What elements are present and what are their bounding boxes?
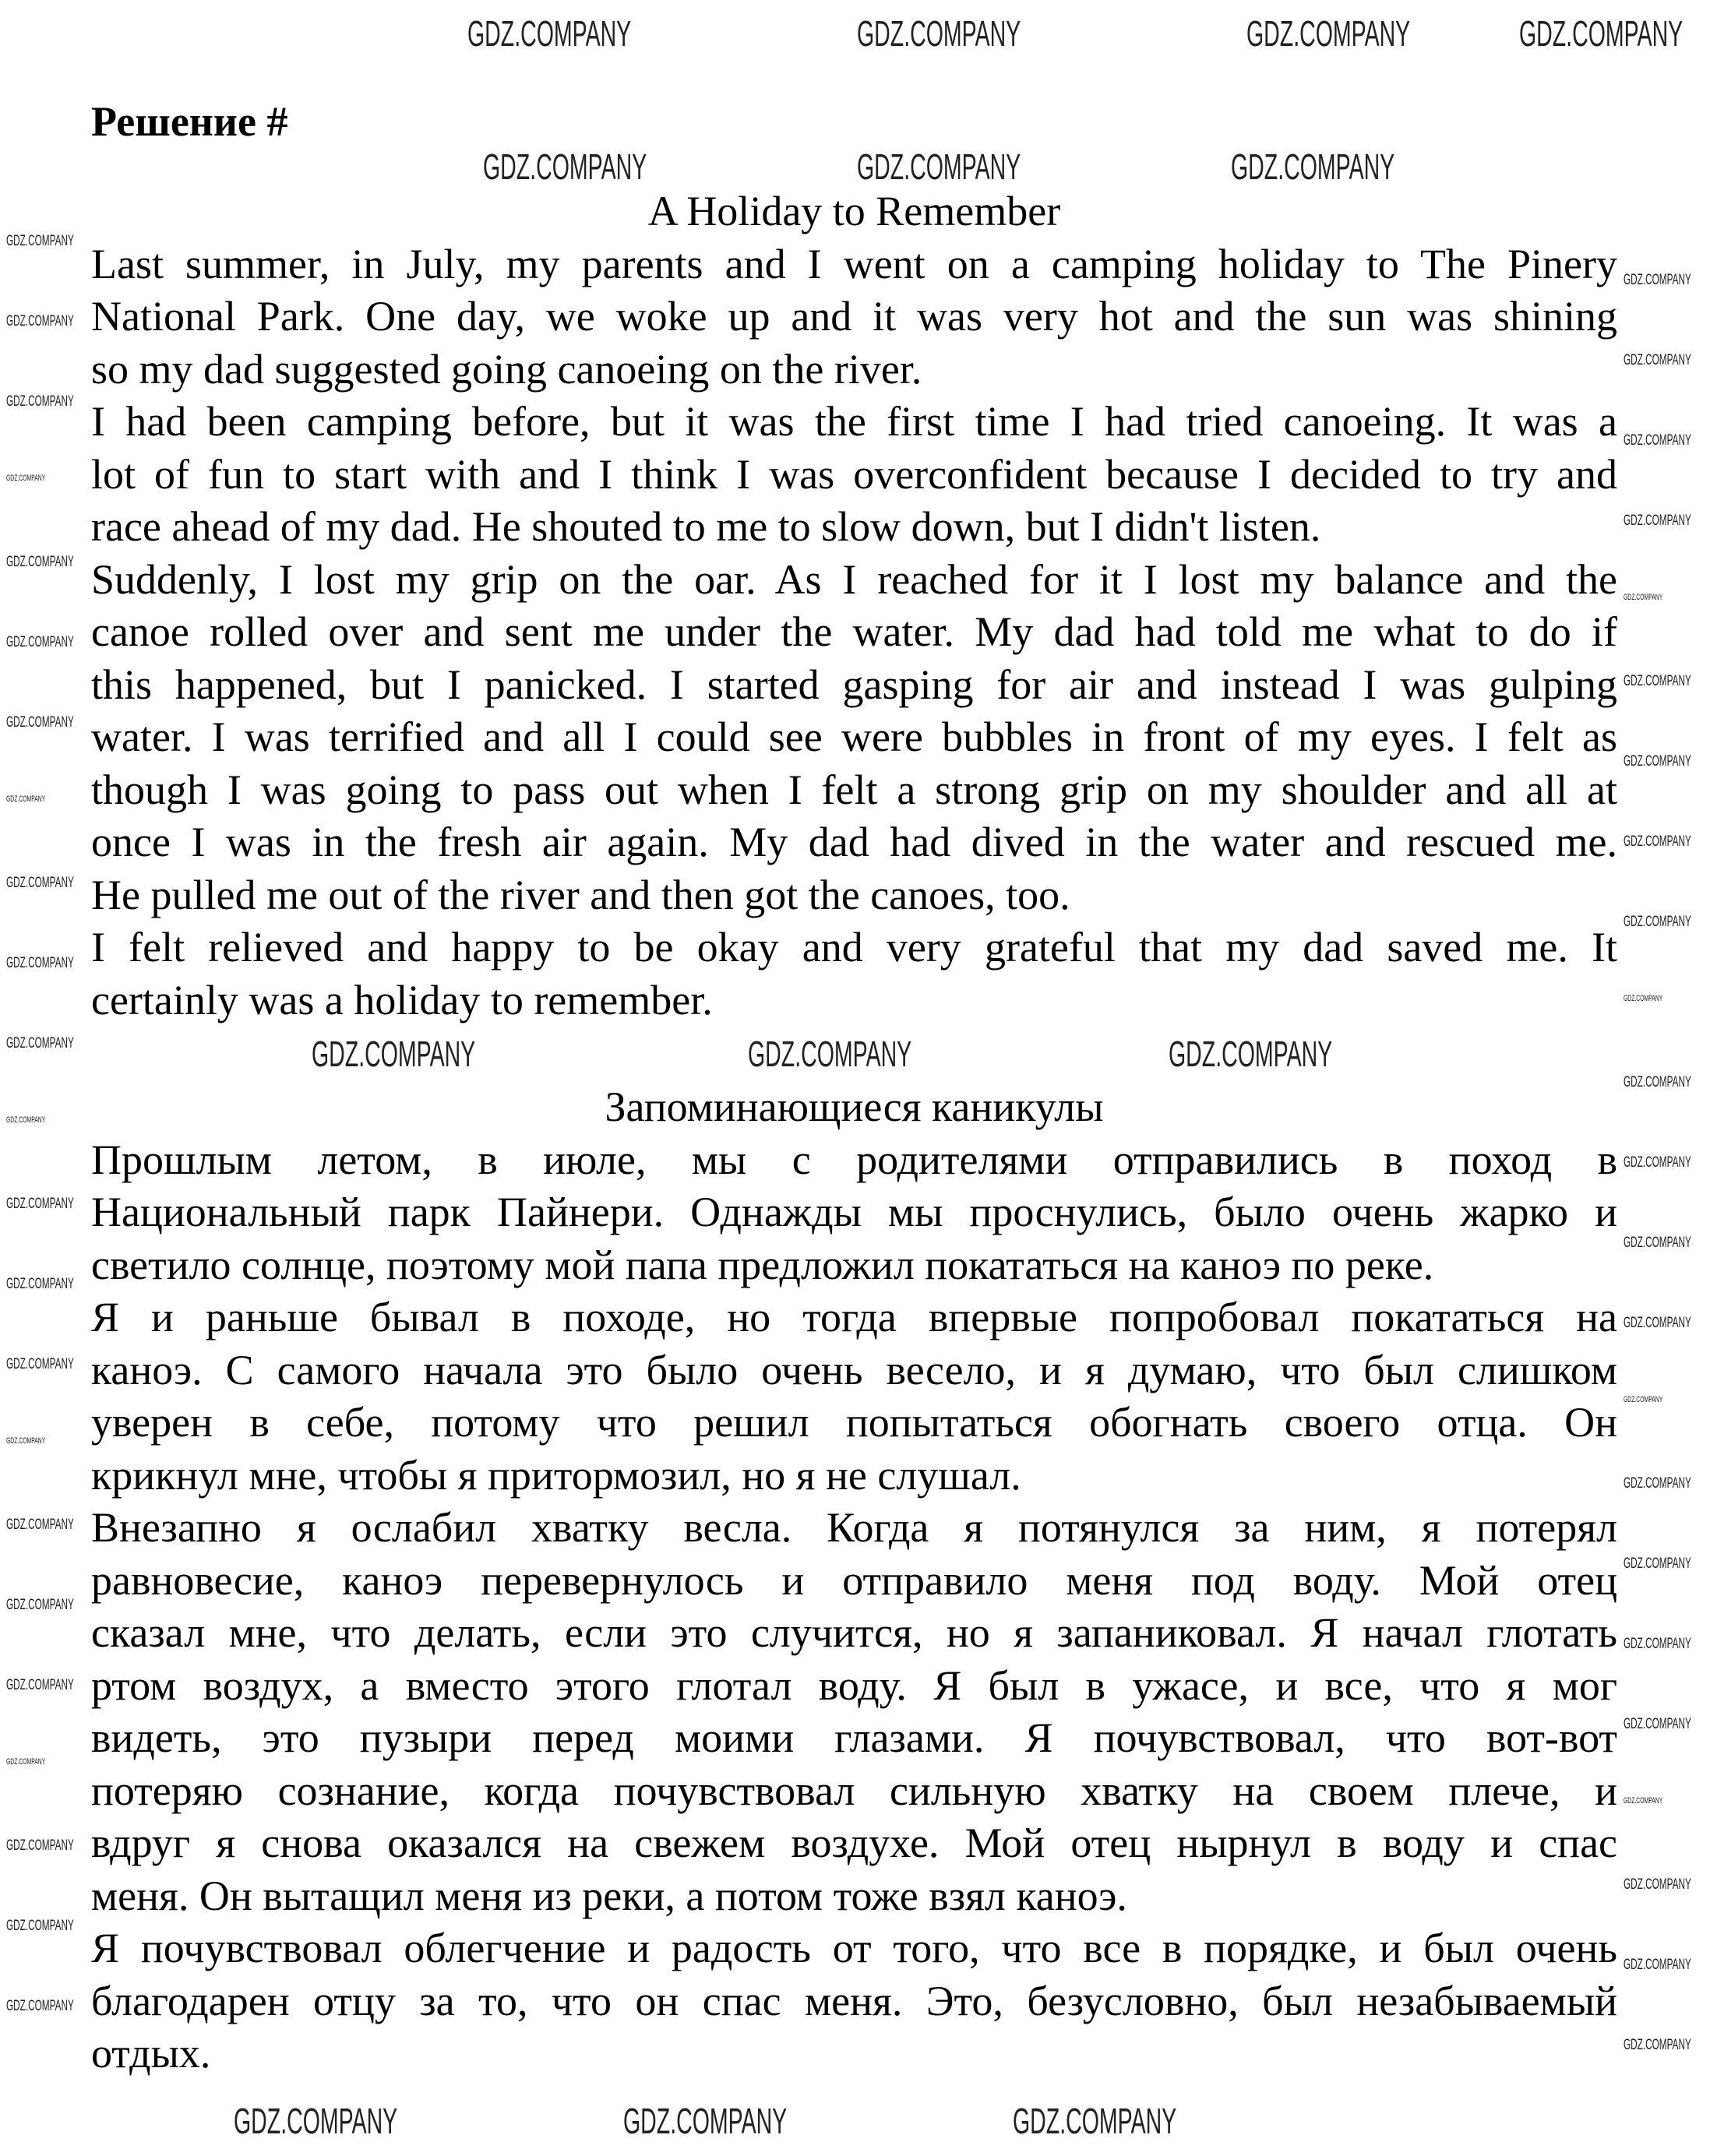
watermark-text: GDZ.COMPANY [6,1757,46,1767]
russian-text-line: каноэ. С самого начала это было очень весело, и я думаю, что был слишком [91,1346,1617,1393]
russian-text-line: ртом воздух, а вместо этого глотал воду. Я был в ужасе, и все, что я мог [91,1661,1617,1709]
watermark-text: GDZ.COMPANY [1169,1034,1333,1074]
watermark-text: GDZ.COMPANY [1624,432,1691,449]
watermark-text: GDZ.COMPANY [1624,513,1691,529]
english-text-line: race ahead of my dad. He shouted to me to slow down, but I didn't listen. [91,503,1321,550]
russian-text-line: видеть, это пузыри перед моими глазами. Я почувствовал, что вот-вот [91,1714,1617,1761]
english-text-line: canoe rolled over and sent me under the water. My dad had told me what to do if [91,608,1617,655]
russian-text-line: Национальный парк Пайнери. Однажды мы проснулись, было очень жарко и [91,1189,1617,1235]
watermark-text: GDZ.COMPANY [234,2101,398,2141]
watermark-text: GDZ.COMPANY [1624,673,1691,689]
watermark-text: GDZ.COMPANY [6,313,74,329]
watermark-text: GDZ.COMPANY [6,1597,74,1613]
watermark-text: GDZ.COMPANY [857,146,1021,187]
russian-text-line: уверен в себе, потому что решил попытаться обогнать своего отца. Он [91,1399,1617,1446]
watermark-text: GDZ.COMPANY [1231,146,1395,187]
solution-heading: Решение # [91,98,288,145]
watermark-text: GDZ.COMPANY [1246,13,1411,54]
watermark-text: GDZ.COMPANY [1624,753,1691,770]
watermark-text: GDZ.COMPANY [1624,1315,1691,1331]
watermark-text: GDZ.COMPANY [6,1115,46,1125]
watermark-text: GDZ.COMPANY [6,233,74,249]
english-text-line: once I was in the fresh air again. My dad had dived in the water and rescued me. [91,819,1617,865]
watermark-text: GDZ.COMPANY [6,1517,74,1533]
watermark-text: GDZ.COMPANY [857,13,1021,54]
russian-text-line: Внезапно я ослабил хватку весла. Когда я потянулся за ним, я потерял [91,1504,1617,1551]
watermark-text: GDZ.COMPANY [6,554,74,570]
watermark-text: GDZ.COMPANY [6,1196,74,1212]
watermark-text: GDZ.COMPANY [1013,2101,1177,2141]
russian-text-line: крикнул мне, чтобы я притормозил, но я не слушал. [91,1451,1021,1499]
russian-text-line: светило солнце, поэтому мой папа предложил покататься на каноэ по реке. [91,1241,1434,1288]
russian-text-section [91,1081,1617,2080]
watermark-text: GDZ.COMPANY [1624,914,1691,930]
watermark-text: GDZ.COMPANY [1624,352,1691,368]
watermark-text: GDZ.COMPANY [6,1436,46,1446]
watermark-text: GDZ.COMPANY [1624,1235,1691,1251]
english-text-line: so my dad suggested going canoeing on the river. [91,345,922,393]
russian-text-line: благодарен отцу за то, что он спас меня. Это, безусловно, был незабываемый [91,1977,1617,2024]
russian-text-line: Прошлым летом, в июле, мы с родителями отправились в поход в [91,1136,1617,1183]
english-text-line: I had been camping before, but it was the first time I had tried canoeing. It was a [91,398,1617,445]
watermark-text: GDZ.COMPANY [1624,1074,1691,1090]
watermark-text: GDZ.COMPANY [6,1837,74,1854]
watermark-text: GDZ.COMPANY [1624,593,1663,602]
watermark-text: GDZ.COMPANY [1624,833,1691,850]
watermark-text: GDZ.COMPANY [6,1356,74,1372]
english-text-line: Last summer, in July, my parents and I went on a camping holiday to The Pinery [91,240,1617,287]
watermark-text: GDZ.COMPANY [6,393,74,410]
watermark-text: GDZ.COMPANY [6,1276,74,1292]
english-title: A Holiday to Remember [647,188,1061,234]
watermark-text: GDZ.COMPANY [6,634,74,650]
watermark-text: GDZ.COMPANY [1519,13,1684,54]
watermark-text: GDZ.COMPANY [623,2101,788,2141]
watermark-text: GDZ.COMPANY [6,1677,74,1693]
watermark-text: GDZ.COMPANY [6,714,74,731]
watermark-text: GDZ.COMPANY [1624,1876,1691,1893]
russian-text-line: сказал мне, что делать, если это случится, но я запаниковал. Я начал глотать [91,1609,1617,1656]
watermark-text: GDZ.COMPANY [467,13,632,54]
watermark-text: GDZ.COMPANY [6,1918,74,1934]
watermark-text: GDZ.COMPANY [1624,1716,1691,1732]
watermark-text: GDZ.COMPANY [1624,994,1663,1003]
watermark-text: GDZ.COMPANY [6,1998,74,2014]
english-text-line: this happened, but I panicked. I started gasping for air and instead I was gulping [91,661,1617,708]
watermark-text: GDZ.COMPANY [1624,272,1691,288]
russian-text-line: равновесие, каноэ перевернулось и отправило меня под воду. Мой отец [91,1556,1617,1604]
watermark-text: GDZ.COMPANY [1624,1154,1691,1171]
english-text-line: certainly was a holiday to remember. [91,976,713,1023]
english-text-section [91,185,1617,1027]
watermark-text: GDZ.COMPANY [1624,1636,1691,1652]
watermark-text: GDZ.COMPANY [6,955,74,971]
watermark-text: GDZ.COMPANY [6,474,46,483]
russian-text-line: отдых. [91,2030,211,2077]
watermark-text: GDZ.COMPANY [483,146,647,187]
russian-text-line: вдруг я снова оказался на свежем воздухе. Мой отец нырнул в воду и спас [91,1820,1617,1866]
russian-text-line: потеряю сознание, когда почувствовал сильную хватку на своем плече, и [91,1767,1617,1814]
watermark-text: GDZ.COMPANY [6,794,46,804]
russian-title: Запоминающиеся каникулы [605,1083,1104,1130]
english-text-line: though I was going to pass out when I felt a strong grip on my shoulder and all at [91,766,1617,813]
watermark-text: GDZ.COMPANY [1624,1796,1663,1805]
english-text-line: lot of fun to start with and I think I was overconfident because I decided to try and [91,450,1617,498]
english-text-line: I felt relieved and happy to be okay and very grateful that my dad saved me. It [91,924,1617,971]
watermark-text: GDZ.COMPANY [312,1034,476,1074]
english-text-line: He pulled me out of the river and then got the canoes, too. [91,871,1070,918]
english-text-line: Suddenly, I lost my grip on the oar. As I reached for it I lost my balance and the [91,555,1617,603]
watermark-text: GDZ.COMPANY [1624,1475,1691,1492]
russian-text-line: Я почувствовал облегчение и радость от того, что все в порядке, и был очень [91,1925,1617,1971]
russian-text-line: меня. Он вытащил меня из реки, а потом тоже взял каноэ. [91,1872,1127,1919]
english-text-line: water. I was terrified and all I could see were bubbles in front of my eyes. I felt as [91,713,1617,760]
watermark-text: GDZ.COMPANY [1624,1555,1691,1572]
watermark-text: GDZ.COMPANY [6,875,74,891]
watermark-text: GDZ.COMPANY [1624,2037,1691,2053]
russian-text-line: Я и раньше бывал в походе, но тогда впервые попробовал покататься на [91,1294,1617,1340]
english-text-line: National Park. One day, we woke up and it was very hot and the sun was shining [91,293,1617,340]
watermark-text: GDZ.COMPANY [1624,1957,1691,1973]
watermark-text: GDZ.COMPANY [1624,1395,1663,1404]
watermark-text: GDZ.COMPANY [6,1035,74,1052]
watermark-text: GDZ.COMPANY [748,1034,912,1074]
